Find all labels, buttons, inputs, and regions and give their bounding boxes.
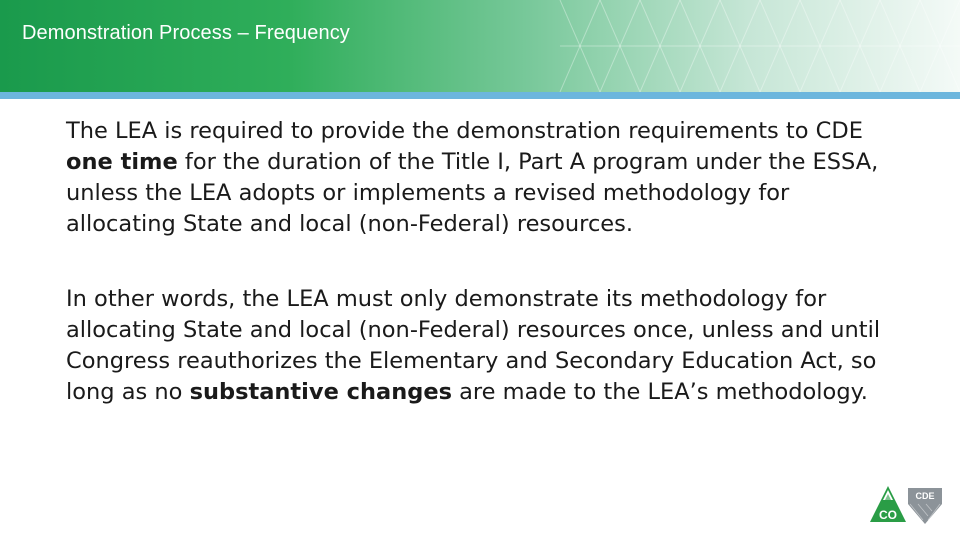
paragraph-text: The LEA is required to provide the demonstration requirements to CDE: [66, 118, 863, 144]
slide-title: Demonstration Process – Frequency: [22, 22, 350, 44]
emphasis-one-time: one time: [66, 149, 178, 175]
slide-body: [66, 116, 906, 408]
accent-bar: [0, 92, 960, 99]
paragraph-text: for the duration of the Title I, Part A program under the ESSA, unless the LEA adopts or implements a revised methodology for allocating State and local (non-Federal) resources.: [66, 149, 879, 237]
logo-bottom-label: CO: [879, 508, 897, 522]
header-banner: [0, 0, 960, 92]
paragraph-text: are made to the LEA’s methodology.: [451, 379, 868, 405]
logo-top-label: CDE: [915, 491, 935, 501]
emphasis-substantive-changes: substantive changes: [189, 379, 452, 405]
header-triangle-pattern: [0, 0, 960, 92]
paragraph-one-time: [66, 116, 906, 240]
paragraph-text: In other words, the LEA must only demonstrate its methodology for allocating State and local (non-Federal) resources once, unless and until Congress reauthorizes the Elementary and Secondary Education Act, so long as no: [66, 286, 881, 405]
paragraph-in-other-words: [66, 284, 906, 408]
colorado-cde-logo-icon: [868, 484, 944, 526]
